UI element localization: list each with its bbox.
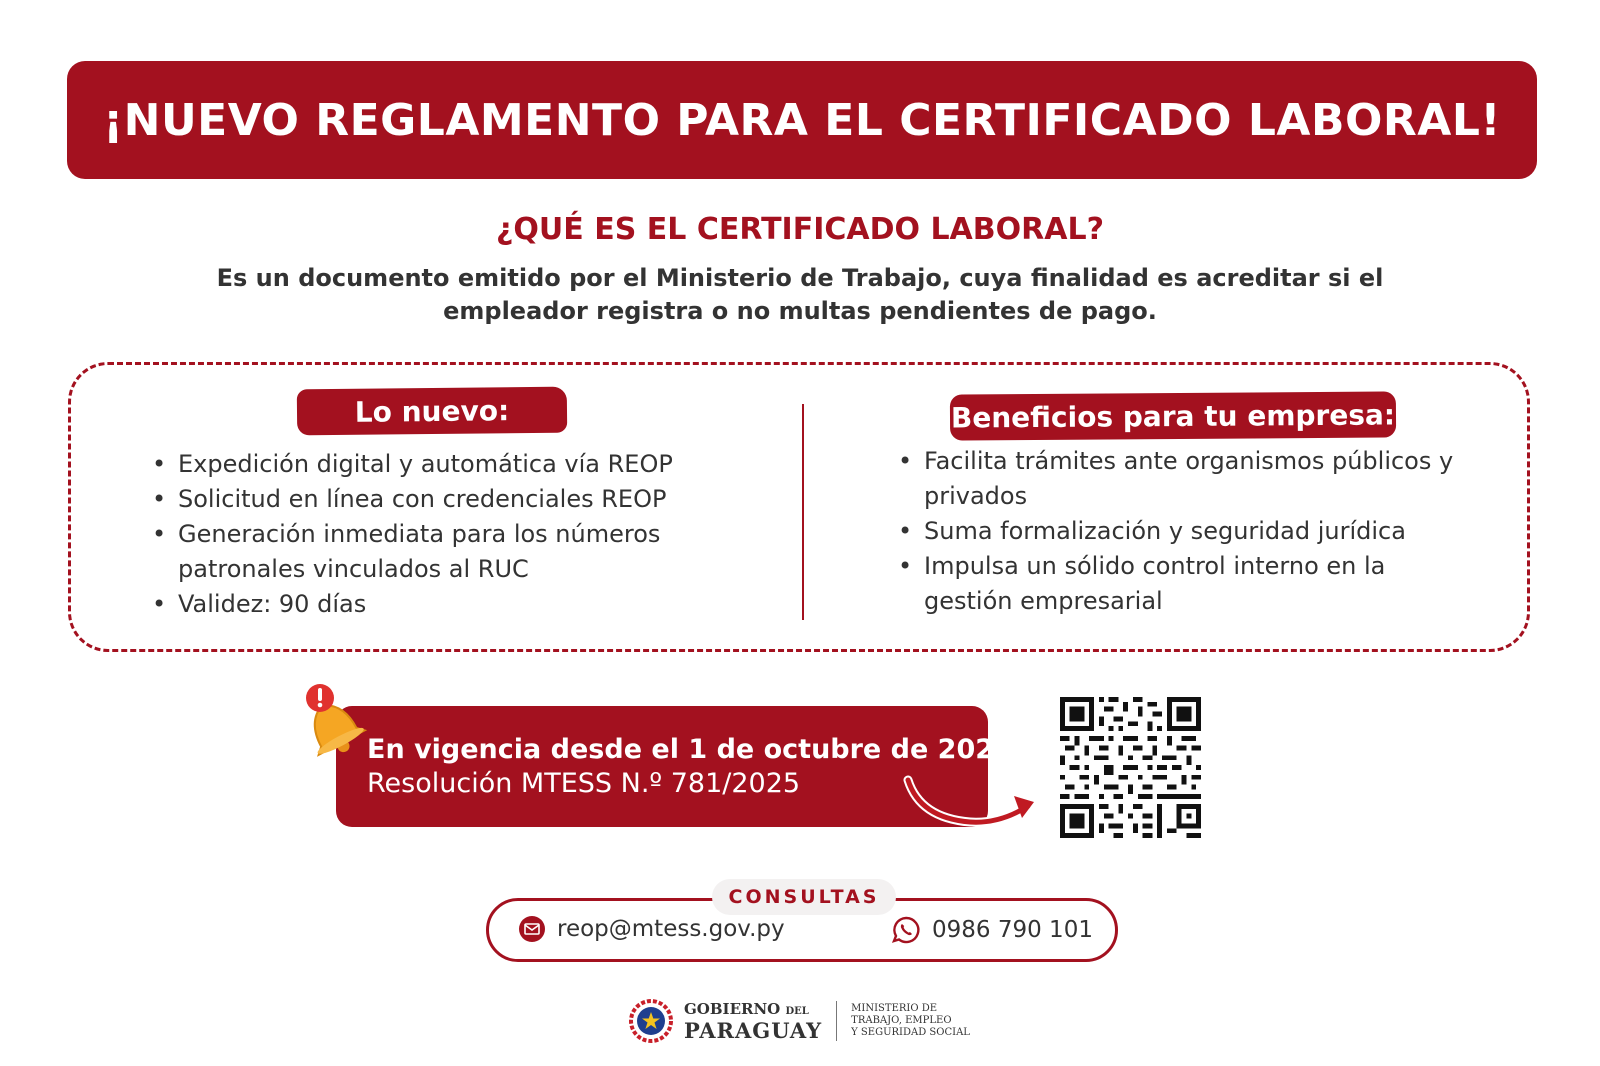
validity-resolution: Resolución MTESS N.º 781/2025 — [367, 768, 801, 799]
bell-alert-icon — [294, 680, 370, 758]
list-item: • Validez: 90 días — [152, 587, 772, 622]
paraguay-seal-icon — [628, 998, 674, 1044]
ministry-line2: TRABAJO, EMPLEO — [851, 1015, 952, 1026]
section-description: Es un documento emitido por el Ministerio de Trabajo, cuya finalidad es acreditar si el empleador registra o no multas pendientes de pago. — [216, 264, 1384, 325]
new-label: Lo nuevo: — [297, 387, 567, 436]
phone-number[interactable]: 0986 790 101 — [932, 917, 1093, 943]
list-item: • Expedición digital y automática vía REOP — [152, 447, 772, 482]
government-wordmark — [684, 1001, 822, 1042]
column-divider — [802, 404, 804, 620]
validity-banner — [336, 706, 988, 827]
ministry-wordmark — [851, 1003, 970, 1039]
ministry-line1: MINISTERIO DE — [851, 1003, 938, 1014]
list-item: • Impulsa un sólido control interno en la gestión empresarial — [898, 549, 1478, 619]
list-item: • Solicitud en línea con credenciales REOP — [152, 482, 772, 517]
list-item: • Facilita trámites ante organismos públicos y privados — [898, 444, 1478, 514]
ministry-line3: Y SEGURIDAD SOCIAL — [851, 1027, 970, 1038]
footer-logos — [628, 998, 970, 1044]
email-contact[interactable] — [519, 916, 785, 942]
arrow-icon — [900, 770, 1040, 840]
list-item: • Suma formalización y seguridad jurídica — [898, 514, 1478, 549]
gov-del: DEL — [785, 1005, 809, 1017]
list-item: • Generación inmediata para los números patronales vinculados al RUC — [152, 517, 772, 587]
validity-date: En vigencia desde el 1 de octubre de 2025 — [367, 734, 1013, 765]
benefits-list — [898, 444, 1478, 619]
phone-contact[interactable] — [892, 916, 1093, 944]
title-banner — [67, 61, 1537, 179]
gov-line1: GOBIERNO — [684, 999, 781, 1018]
benefits-label: Beneficios para tu empresa: — [950, 391, 1396, 440]
section-question: ¿QUÉ ES EL CERTIFICADO LABORAL? — [496, 212, 1104, 247]
gov-line2: PARAGUAY — [684, 1017, 823, 1043]
qr-code — [1060, 697, 1201, 838]
email-address[interactable]: reop@mtess.gov.py — [557, 916, 785, 942]
mail-icon — [519, 916, 545, 942]
page-title: ¡NUEVO REGLAMENTO PARA EL CERTIFICADO LABORAL! — [103, 94, 1501, 146]
whatsapp-icon — [892, 916, 920, 944]
footer-separator — [836, 1001, 837, 1041]
new-list — [152, 447, 772, 622]
contact-label: CONSULTAS — [712, 879, 896, 915]
